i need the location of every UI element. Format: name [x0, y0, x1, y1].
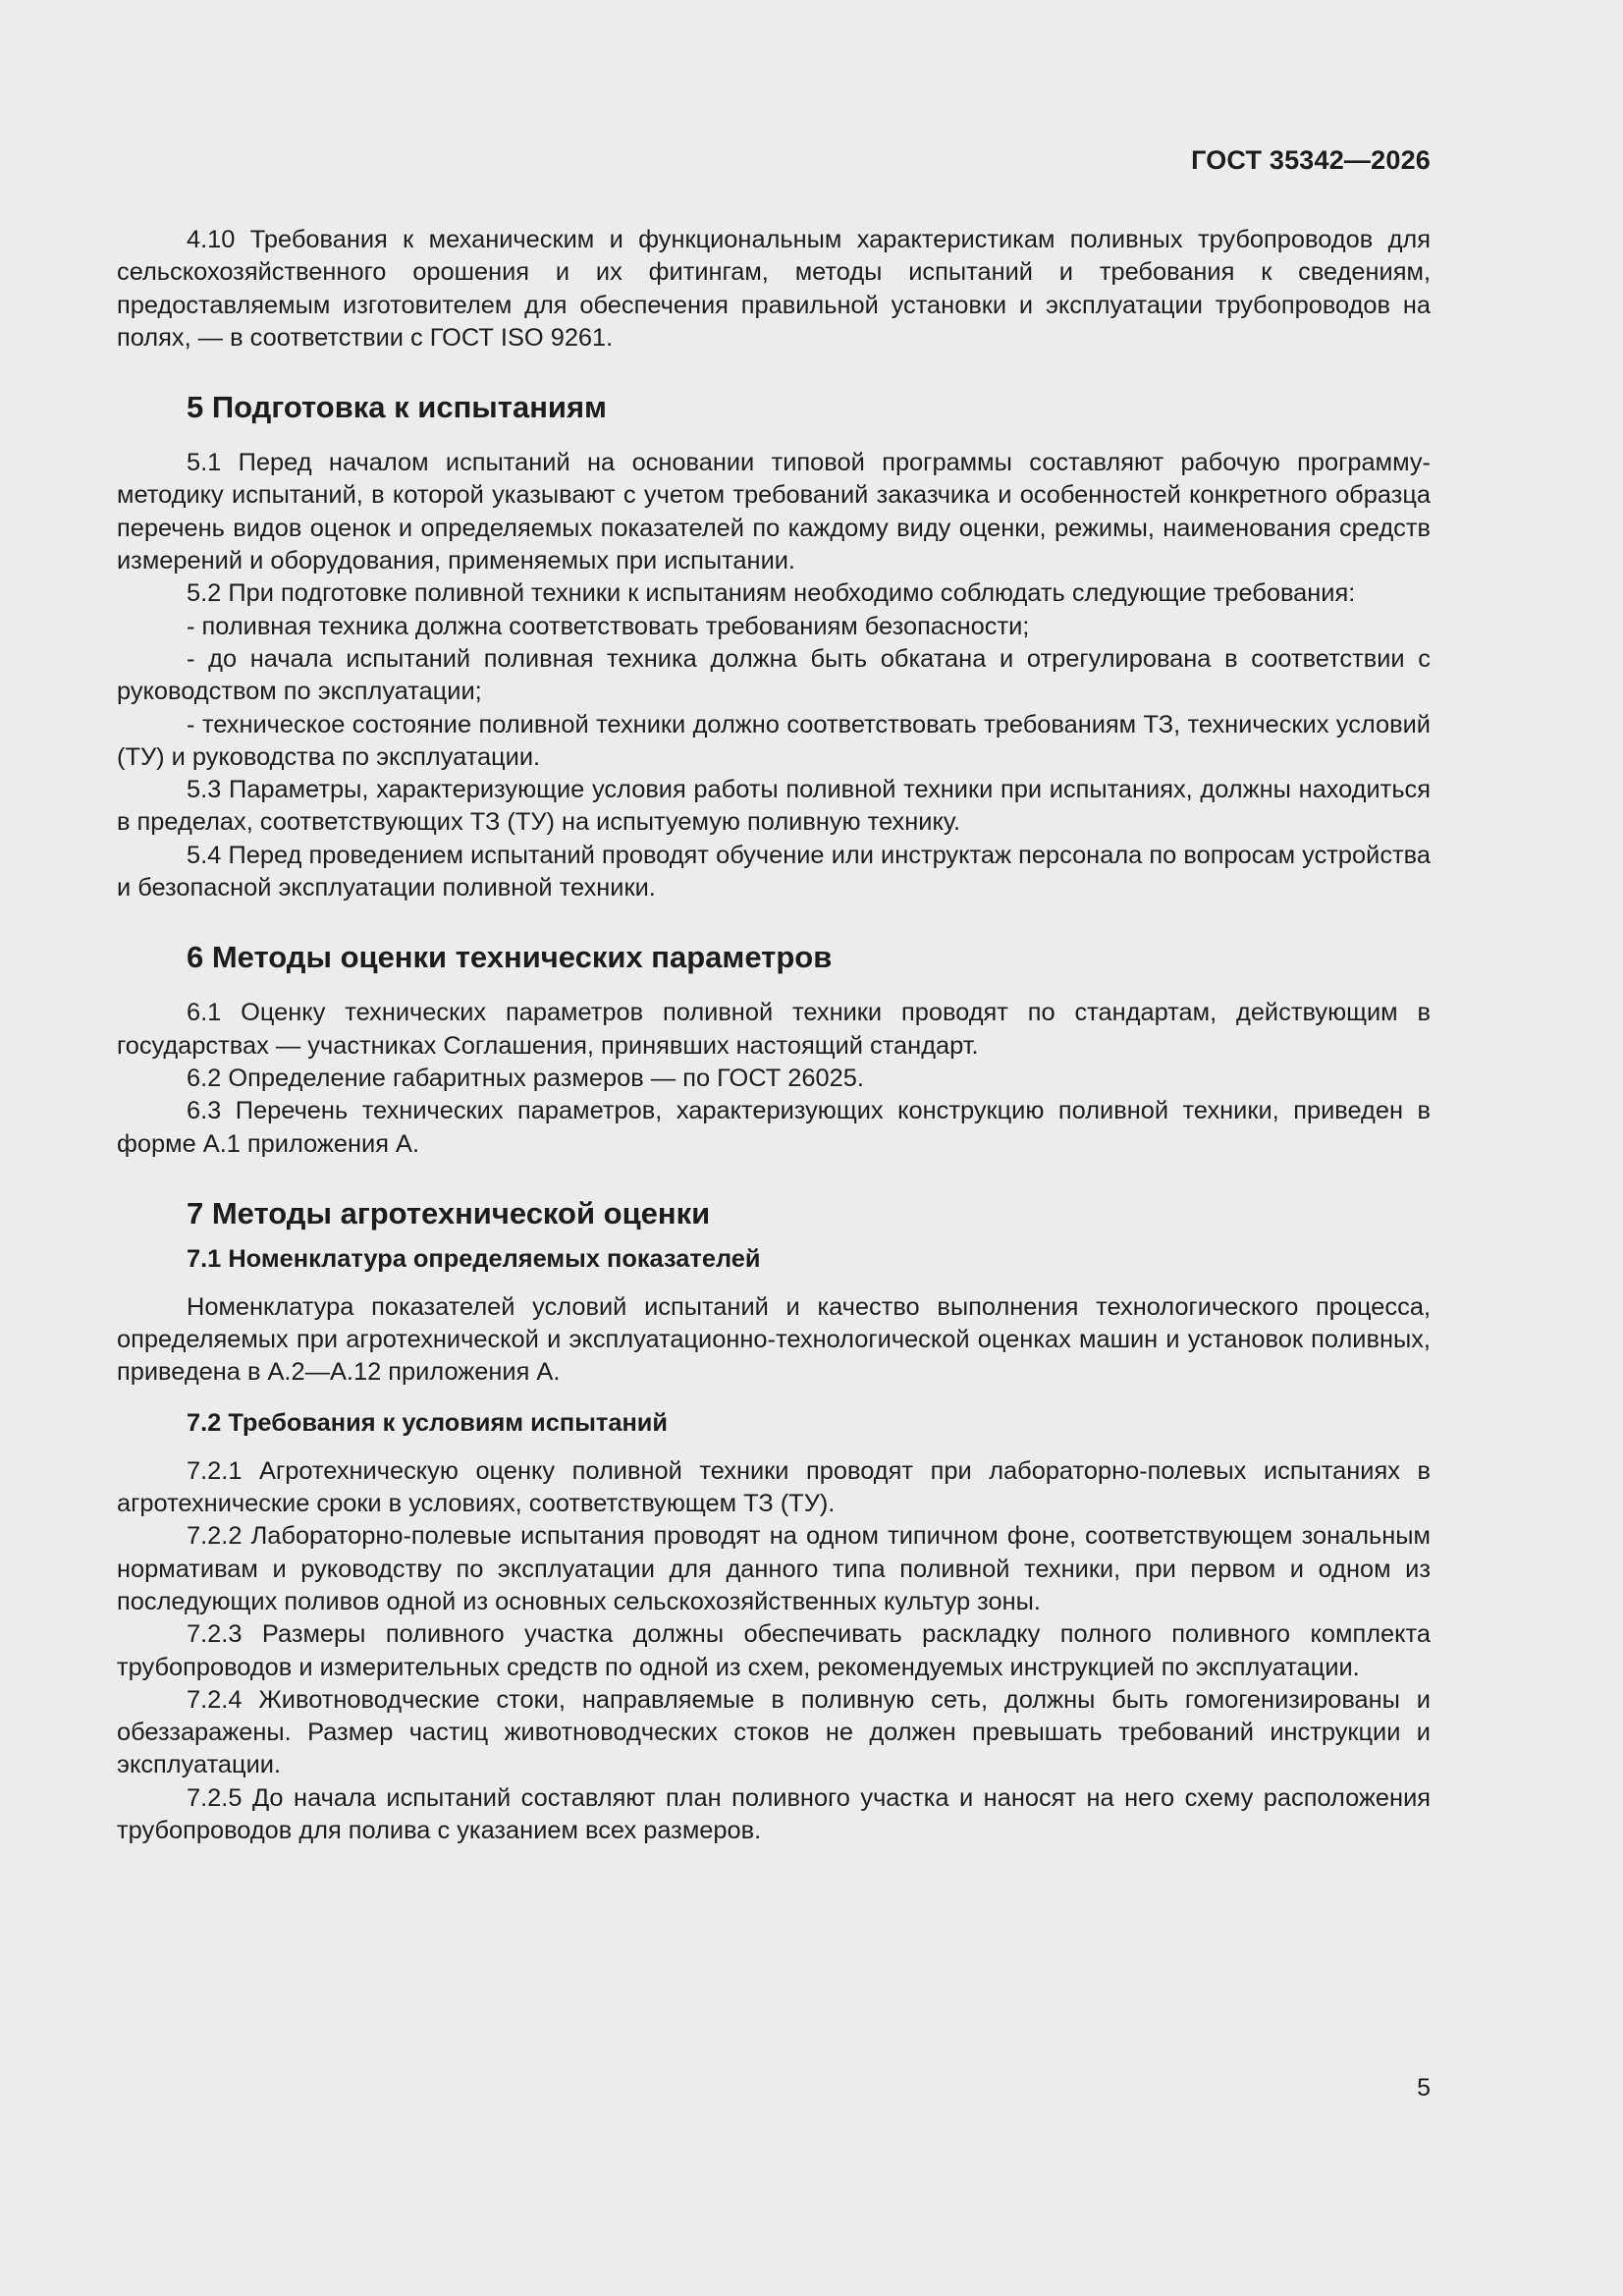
- paragraph-6-3: 6.3 Перечень технических параметров, характеризующих конструкцию поливной техники, приведен в форме А.1 приложения А.: [117, 1097, 1431, 1158]
- paragraph-7-1: Номенклатура показателей условий испытаний и качество выполнения технологического процесса, определяемых при агротехнической и эксплуатационно-технологической оценках машин и установок поливных, приведена в А.2—А.12 приложения А.: [117, 1292, 1431, 1387]
- page-number: 5: [1417, 2074, 1431, 2102]
- paragraph-5-4: 5.4 Перед проведением испытаний проводят обучение или инструктаж персонала по вопросам устройства и безопасной эксплуатации поливной техники.: [117, 841, 1431, 902]
- paragraph-7-2-2: 7.2.2 Лабораторно-полевые испытания проводят на одном типичном фоне, соответствующем зональным нормативам и руководству по эксплуатации для данного типа поливной техники, при первом и одном из последующих поливов одной из основных сельскохозяйственных культур зоны.: [117, 1522, 1431, 1615]
- paragraph-5-2: 5.2 При подготовке поливной техники к испытаниям необходимо соблюдать следующие требования:: [187, 579, 1356, 608]
- subsection-7-1-heading: 7.1 Номенклатура определяемых показателей: [187, 1244, 761, 1273]
- document-body: [117, 224, 1431, 1847]
- paragraph-5-1: 5.1 Перед началом испытаний на основании типовой программы составляют рабочую программу-методику испытаний, в которой указывают с учетом требований заказчика и особенностей конкретного образца перечень видов оценок и определяемых показателей по каждому виду оценки, режимы, наименования средств измерений и оборудования, применяемых при испытании.: [117, 449, 1431, 575]
- section-5-heading: 5 Подготовка к испытаниям: [187, 390, 607, 425]
- paragraph-6-1: 6.1 Оценку технических параметров поливной техники проводят по стандартам, действующим в государствах — участниках Соглашения, принявших настоящий стандарт.: [117, 999, 1431, 1060]
- paragraph-7-2-5: 7.2.5 До начала испытаний составляют план поливного участка и наносят на него схему расположения трубопроводов для полива с указанием всех размеров.: [117, 1783, 1431, 1844]
- paragraph-7-2-4: 7.2.4 Животноводческие стоки, направляемые в поливную сеть, должны быть гомогенизированы и обеззаражены. Размер частиц животноводческих стоков не должен превышать требований инструкции и эксплуатации.: [117, 1685, 1431, 1779]
- subsection-7-2-heading: 7.2 Требования к условиям испытаний: [187, 1408, 668, 1437]
- section-7-heading: 7 Методы агротехнической оценки: [187, 1195, 711, 1230]
- paragraph-4-10: 4.10 Требования к механическим и функциональным характеристикам поливных трубопроводов для сельскохозяйственного орошения и их фитингам, методы испытаний и требования к сведениям, предоставляемым изготовителем для обеспечения правильной установки и эксплуатации трубопроводов на полях, — в соответствии с ГОСТ ISO 9261.: [117, 226, 1431, 352]
- document-id-header: ГОСТ 35342—2026: [1191, 145, 1431, 175]
- list-item-5-2-a: - поливная техника должна соответствовать требованиям безопасности;: [187, 612, 1030, 640]
- section-6-heading: 6 Методы оценки технических параметров: [187, 940, 833, 975]
- paragraph-7-2-3: 7.2.3 Размеры поливного участка должны обеспечивать раскладку полного поливного комплекта трубопроводов и измерительных средств по одной из схем, рекомендуемых инструкцией по эксплуатации.: [117, 1620, 1431, 1681]
- list-item-5-2-b: - до начала испытаний поливная техника должна быть обкатана и отрегулирована в соответствии с руководством по эксплуатации;: [117, 644, 1431, 706]
- list-item-5-2-c: - техническое состояние поливной техники должно соответствовать требованиям ТЗ, технических условий (ТУ) и руководства по эксплуатации.: [117, 710, 1431, 771]
- paragraph-6-2: 6.2 Определение габаритных размеров — по ГОСТ 26025.: [187, 1064, 864, 1092]
- paragraph-5-3: 5.3 Параметры, характеризующие условия работы поливной техники при испытаниях, должны находиться в пределах, соответствующих ТЗ (ТУ) на испытуемую поливную технику.: [117, 776, 1431, 837]
- paragraph-7-2-1: 7.2.1 Агротехническую оценку поливной техники проводят при лабораторно-полевых испытаниях в агротехнические сроки в условиях, соответствующем ТЗ (ТУ).: [117, 1456, 1431, 1518]
